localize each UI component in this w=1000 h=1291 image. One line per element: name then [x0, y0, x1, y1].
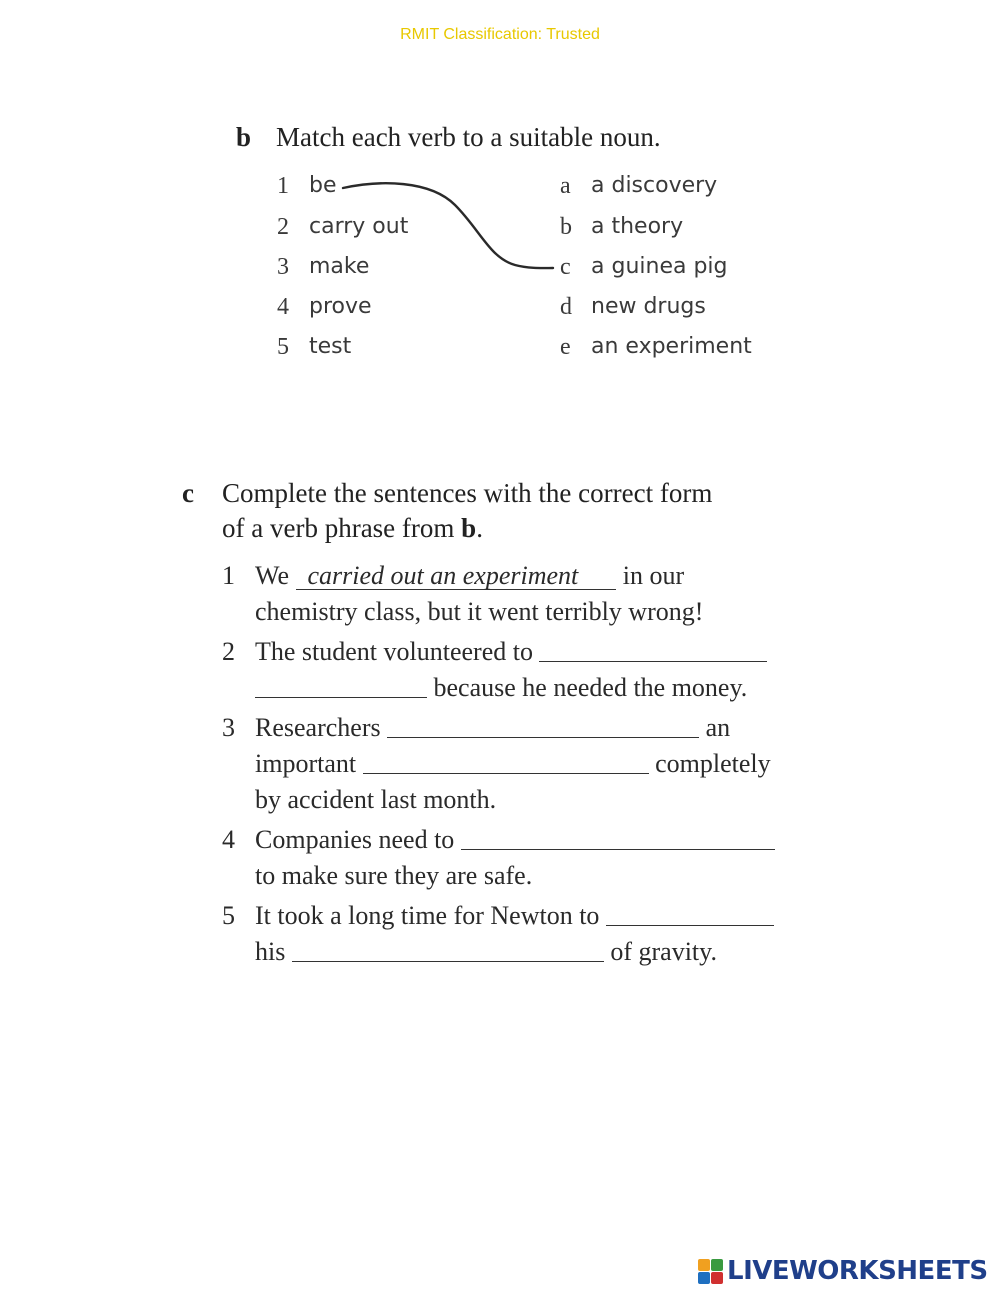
- logo-square: [698, 1272, 710, 1284]
- verb-text: make: [309, 254, 370, 279]
- verb-text: test: [309, 334, 352, 359]
- sentence-line: by accident last month.: [255, 785, 497, 814]
- verb-number: 1: [277, 173, 289, 199]
- noun-text: new drugs: [591, 294, 706, 319]
- verb-text: carry out: [309, 214, 409, 239]
- answer-blank[interactable]: [363, 751, 649, 774]
- sentence-2: [222, 634, 842, 706]
- sentence-line: [255, 822, 842, 858]
- verb-number: 5: [277, 334, 289, 360]
- sentence-number: 4: [222, 825, 235, 854]
- title-suffix: .: [476, 513, 483, 543]
- sentence-line: [255, 898, 842, 934]
- answer-blank[interactable]: [255, 675, 427, 698]
- sentence-number: 1: [222, 561, 235, 590]
- sentence-text: Companies need to: [255, 825, 455, 854]
- answer-blank[interactable]: [387, 715, 699, 738]
- noun-text: a theory: [591, 214, 684, 239]
- noun-letter: b: [560, 214, 572, 240]
- logo-text: LIVEWORKSHEETS: [727, 1256, 988, 1286]
- noun-text: a guinea pig: [591, 254, 728, 279]
- sentence-line: [255, 670, 842, 706]
- sentence-text: The student volunteered to: [255, 637, 533, 666]
- sentence-text: important: [255, 749, 357, 778]
- title-bold-ref: b: [461, 513, 477, 543]
- noun-letter: e: [560, 334, 571, 360]
- sentence-text: his: [255, 937, 286, 966]
- sentence-3: [222, 710, 842, 818]
- sentence-text: We: [255, 561, 289, 590]
- answer-blank[interactable]: [539, 639, 767, 662]
- sentence-line: [255, 710, 842, 746]
- sentence-line: [255, 634, 842, 670]
- sentence-1: [222, 558, 842, 630]
- verb-text: prove: [309, 294, 372, 319]
- answer-blank[interactable]: [461, 827, 775, 850]
- sentence-text: because he needed the money.: [433, 673, 748, 702]
- title-text: of a verb phrase from: [222, 513, 462, 543]
- sentence-text: of gravity.: [610, 937, 717, 966]
- sentence-text: in our: [622, 561, 685, 590]
- logo-square: [698, 1259, 710, 1271]
- answer-blank-filled[interactable]: carried out an experiment: [296, 563, 617, 590]
- sentence-text: Researchers: [255, 713, 381, 742]
- classification-label: RMIT Classification: Trusted: [400, 26, 600, 43]
- logo-square: [711, 1259, 723, 1271]
- verb-number: 3: [277, 254, 289, 280]
- sentence-line: [255, 558, 842, 594]
- section-c-title-line1: Complete the sentences with the correct form: [222, 478, 713, 508]
- sentence-4: [222, 822, 842, 894]
- section-c-title: [222, 476, 712, 546]
- sentence-text: completely: [655, 749, 771, 778]
- noun-letter: a: [560, 173, 571, 199]
- sentence-number: 2: [222, 637, 235, 666]
- logo-mark-icon: [698, 1259, 723, 1284]
- sentence-5: [222, 898, 842, 970]
- logo-square: [711, 1272, 723, 1284]
- sentence-list: [222, 558, 842, 974]
- example-match-line: [0, 0, 1000, 400]
- sentence-line: chemistry class, but it went terribly wrong!: [255, 597, 704, 626]
- answer-blank[interactable]: [606, 903, 774, 926]
- sentence-text: an: [705, 713, 731, 742]
- noun-text: an experiment: [591, 334, 752, 359]
- sentence-number: 5: [222, 901, 235, 930]
- noun-letter: d: [560, 294, 572, 320]
- section-b-title: Match each verb to a suitable noun.: [276, 122, 661, 152]
- liveworksheets-logo[interactable]: [698, 1256, 988, 1286]
- answer-blank[interactable]: [292, 939, 604, 962]
- sentence-line: to make sure they are safe.: [255, 861, 533, 890]
- sentence-number: 3: [222, 713, 235, 742]
- sentence-line: [255, 934, 842, 970]
- noun-letter: c: [560, 254, 571, 280]
- sentence-text: It took a long time for Newton to: [255, 901, 600, 930]
- verb-number: 2: [277, 214, 289, 240]
- section-b-letter: b: [236, 122, 252, 152]
- sentence-line: [255, 746, 842, 782]
- section-c-letter: c: [182, 478, 194, 508]
- noun-text: a discovery: [591, 173, 718, 198]
- section-c-title-line2: [222, 511, 712, 546]
- verb-text: be: [309, 173, 337, 198]
- verb-number: 4: [277, 294, 289, 320]
